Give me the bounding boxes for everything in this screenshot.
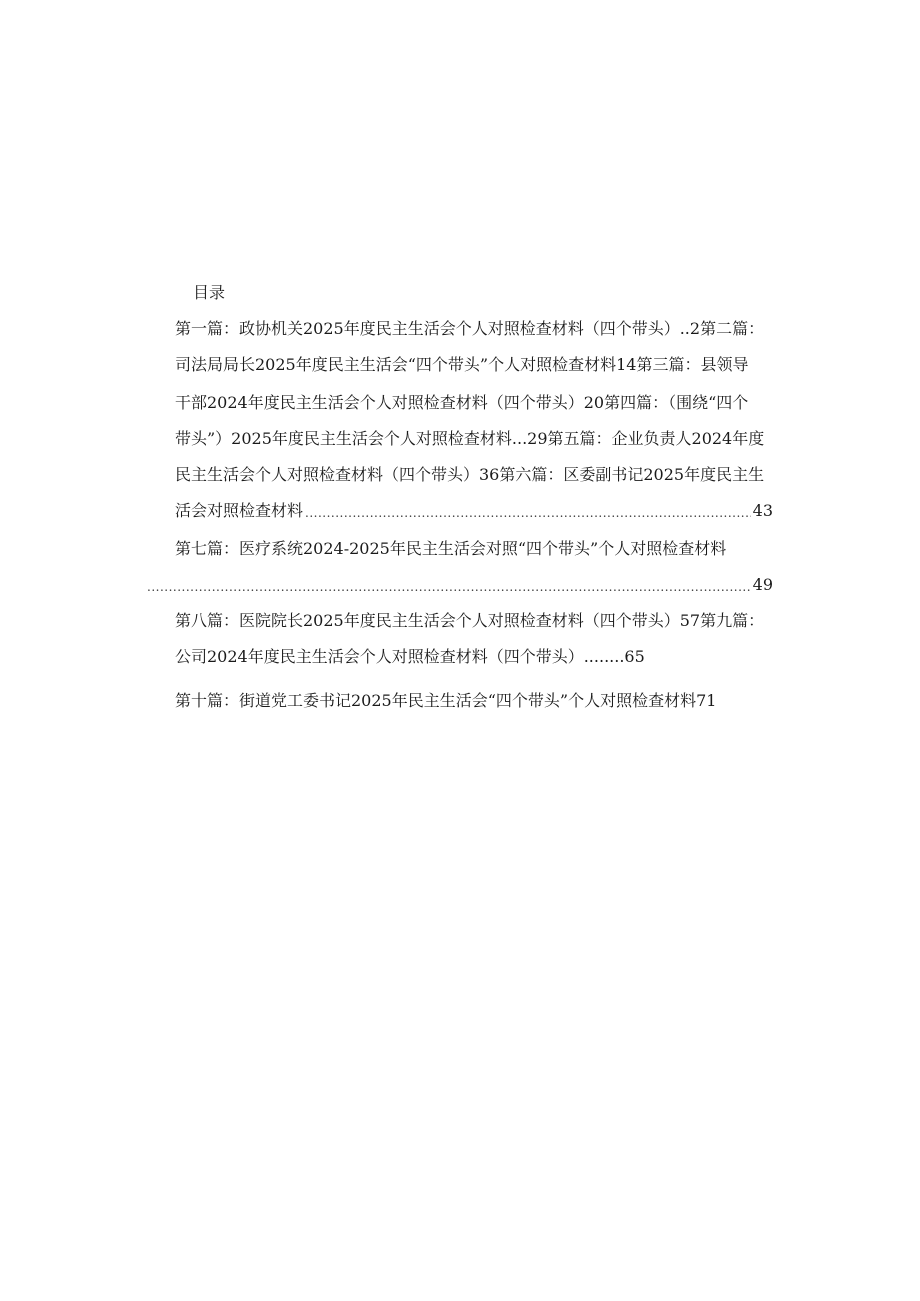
toc-entry-text: 活会对照检查材料 <box>175 501 304 520</box>
toc-line: 带头”）2025年度民主生活会个人对照检查材料...29第五篇：企业负责人2024年度 <box>175 429 765 448</box>
toc-line: 公司2024年度民主生活会个人对照检查材料（四个带头）........65 <box>175 647 645 666</box>
toc-line: 司法局局长2025年度民主生活会“四个带头”个人对照检查材料14第三篇：县领导 <box>175 355 749 374</box>
dot-leader <box>147 574 751 596</box>
toc-line: 第八篇：医院院长2025年度民主生活会个人对照检查材料（四个带头）57第九篇： <box>175 611 765 630</box>
toc-page-number: 49 <box>752 575 773 594</box>
toc-line: 第七篇：医疗系统2024-2025年民主生活会对照“四个带头”个人对照检查材料 <box>175 539 727 558</box>
toc-line: 第一篇：政协机关2025年度民主生活会个人对照检查材料（四个带头）..2第二篇： <box>175 319 765 338</box>
dot-leader <box>305 500 751 522</box>
toc-entry-with-leader <box>145 574 773 596</box>
toc-line: 第十篇：街道党工委书记2025年民主生活会“四个带头”个人对照检查材料71 <box>175 691 717 710</box>
toc-line: 干部2024年度民主生活会个人对照检查材料（四个带头）20第四篇：（围绕“四个 <box>175 393 749 412</box>
toc-title: 目录 <box>193 283 226 302</box>
toc-entry-with-leader <box>175 500 773 522</box>
toc-page-number: 43 <box>752 501 773 520</box>
toc-line: 民主生活会个人对照检查材料（四个带头）36第六篇：区委副书记2025年度民主生 <box>175 465 765 484</box>
